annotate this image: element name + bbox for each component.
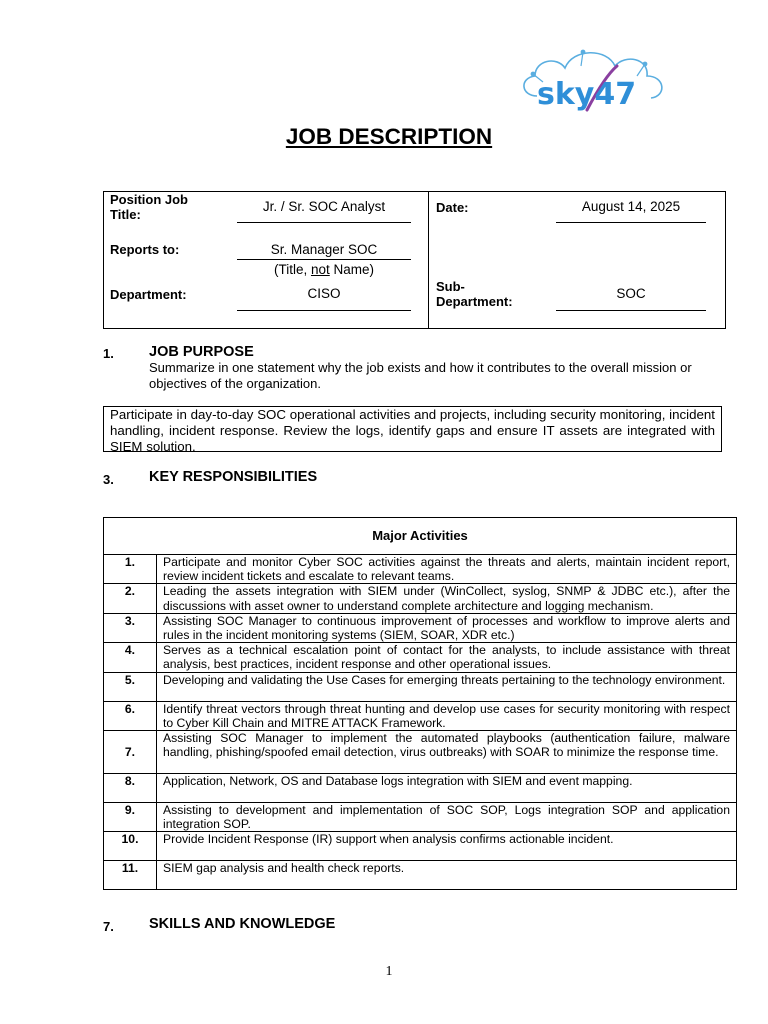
logo-text: sky47 xyxy=(537,77,637,112)
job-purpose-box: Participate in day-to-day SOC operational activities and projects, including security monitoring, incident handling, incident response. Review the logs, identify gaps and ensure IT assets are integrated with SIEM solution. xyxy=(103,406,722,452)
section1-title: JOB PURPOSE xyxy=(149,344,254,360)
page-title: JOB DESCRIPTION xyxy=(285,124,493,149)
table-row xyxy=(104,672,737,701)
major-activities-table xyxy=(103,517,737,890)
date-label: Date: xyxy=(436,200,469,215)
reports-underline xyxy=(237,259,411,260)
table-row xyxy=(104,731,737,774)
activity-text: Provide Incident Response (IR) support when analysis confirms actionable incident. xyxy=(157,832,737,861)
row-number: 1. xyxy=(104,555,157,584)
position-underline xyxy=(237,222,411,223)
page-number: 1 xyxy=(385,964,393,979)
table-header-row xyxy=(104,518,737,555)
activity-text: Application, Network, OS and Database logs integration with SIEM and event mapping. xyxy=(157,774,737,803)
reports-value: Sr. Manager SOC xyxy=(270,242,378,257)
department-value: CISO xyxy=(307,286,341,301)
table-row xyxy=(104,613,737,642)
header-divider xyxy=(428,191,429,328)
department-label: Department: xyxy=(110,287,187,302)
row-number: 4. xyxy=(104,643,157,672)
position-label: Position Job Title: xyxy=(110,192,188,222)
row-number: 3. xyxy=(104,613,157,642)
row-number: 5. xyxy=(104,672,157,701)
row-number: 10. xyxy=(104,832,157,861)
section1-instruction: Summarize in one statement why the job exists and how it contributes to the overall mission or objectives of the organization. xyxy=(149,360,692,391)
activity-text: Developing and validating the Use Cases for emerging threats pertaining to the technology environment. xyxy=(157,672,737,701)
date-underline xyxy=(556,222,706,223)
section7-title: SKILLS AND KNOWLEDGE xyxy=(149,916,336,932)
table-row xyxy=(104,832,737,861)
table-row xyxy=(104,861,737,890)
table-header: Major Activities xyxy=(104,518,737,555)
table-row xyxy=(104,555,737,584)
table-row xyxy=(104,701,737,730)
subdept-underline xyxy=(556,310,706,311)
activity-text: Serves as a technical escalation point of contact for the analysts, to include assistance with threat analysis, best practices, incident response and other operational issues. xyxy=(157,643,737,672)
section3-title: KEY RESPONSIBILITIES xyxy=(149,469,318,485)
row-number: 8. xyxy=(104,774,157,803)
activity-text: Identify threat vectors through threat hunting and develop use cases for security monitoring with respect to Cyber Kill Chain and MITRE ATTACK Framework. xyxy=(157,701,737,730)
table-row xyxy=(104,584,737,613)
company-logo xyxy=(515,46,673,114)
section3-number: 3. xyxy=(103,472,114,487)
activity-text: Participate and monitor Cyber SOC activities against the threats and alerts, maintain incident report, review incident tickets and escalate to relevant teams. xyxy=(157,555,737,584)
activity-text: Assisting to development and implementation of SOC SOP, Logs integration SOP and application integration SOP. xyxy=(157,803,737,832)
row-number: 11. xyxy=(104,861,157,890)
row-number: 7. xyxy=(104,731,157,774)
reports-label: Reports to: xyxy=(110,242,180,257)
activity-text: Assisting SOC Manager to continuous improvement of processes and workflow to improve alerts and rules in the incident monitoring systems (SIEM, SOAR, XDR etc.) xyxy=(157,613,737,642)
section7-number: 7. xyxy=(103,919,114,934)
activity-text: Leading the assets integration with SIEM under (WinCollect, syslog, SNMP & JDBC etc.), after the discussions with asset owner to understand complete architecture and logging mechanism. xyxy=(157,584,737,613)
table-row xyxy=(104,803,737,832)
reports-note: (Title, not Name) xyxy=(273,262,375,277)
table-row xyxy=(104,774,737,803)
activity-text: SIEM gap analysis and health check reports. xyxy=(157,861,737,890)
table-row xyxy=(104,643,737,672)
row-number: 6. xyxy=(104,701,157,730)
date-value: August 14, 2025 xyxy=(581,199,681,214)
section1-number: 1. xyxy=(103,346,114,361)
activity-text: Assisting SOC Manager to implement the automated playbooks (authentication failure, malware handling, phishing/spoofed email detection, virus outbreaks) with SOAR to minimize the response time. xyxy=(157,731,737,774)
subdept-label: Sub-Department: xyxy=(436,279,513,309)
subdept-value: SOC xyxy=(616,286,646,301)
position-value: Jr. / Sr. SOC Analyst xyxy=(262,199,386,214)
row-number: 2. xyxy=(104,584,157,613)
row-number: 9. xyxy=(104,803,157,832)
department-underline xyxy=(237,310,411,311)
